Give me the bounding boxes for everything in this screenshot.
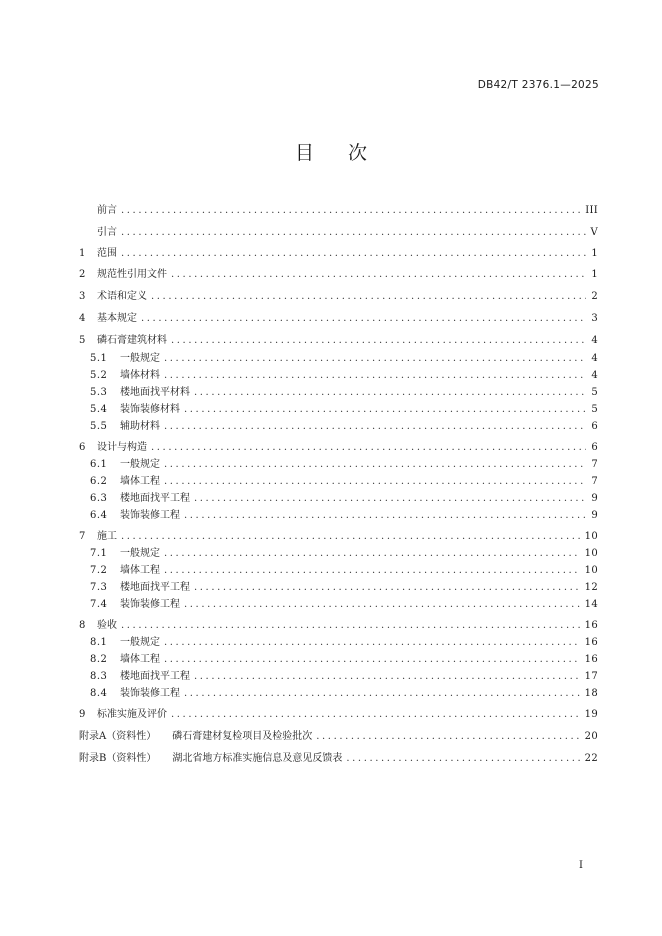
toc-entry-number: 5.2 [90,370,108,381]
toc-entry-label: 设计与构造 [97,442,147,453]
dot-leader [194,491,586,507]
toc-entry-number: 8 [79,620,86,631]
toc-subentry[interactable] [90,368,598,384]
toc-subentry[interactable] [90,597,598,613]
toc-entry-label: 装饰装修材料 [120,404,180,415]
toc-subentry[interactable] [90,580,598,596]
toc-subentry[interactable] [90,635,598,651]
toc-entry[interactable] [79,289,598,305]
toc-entry-page: 7 [591,476,598,487]
toc-entry[interactable] [79,729,598,745]
toc-subentry[interactable] [90,508,598,524]
dot-leader [346,751,580,767]
page-title: 目次 [294,142,401,164]
toc-entry-label: 引言 [97,227,117,238]
toc-entry-page: 1 [591,269,598,280]
toc-entry-label: 湖北省地方标准实施信息及意见反馈表 [172,753,343,764]
toc-entry[interactable] [79,618,598,634]
toc-entry-label: 装饰装修工程 [120,599,180,610]
toc-entry-page: 1 [591,248,598,259]
toc-entry[interactable] [79,707,598,723]
dot-leader [184,508,586,524]
toc-entry[interactable] [79,333,598,349]
dot-leader [121,618,581,634]
toc-entry-page: 18 [584,688,598,699]
toc-entry-label: 术语和定义 [97,291,147,302]
dot-leader [184,597,581,613]
toc-entry-number: 附录B（资料性） [79,753,157,764]
toc-entry-page: 7 [591,459,598,470]
toc-entry-number: 7.1 [90,548,108,559]
toc-subentry[interactable] [90,652,598,668]
dot-leader [164,457,586,473]
toc-entry-page: 16 [584,637,598,648]
toc-entry-number: 8.2 [90,654,108,665]
dot-leader [121,203,581,219]
toc-subentry[interactable] [90,546,598,562]
toc-entry-number: 5.3 [90,387,108,398]
toc-entry-page: 14 [584,599,598,610]
dot-leader [171,267,586,283]
toc-entry-number: 6 [79,442,86,453]
toc-entry-number: 7.3 [90,582,108,593]
toc-entry-label: 楼地面找平工程 [120,582,190,593]
toc-entry-number: 5.1 [90,353,108,364]
dot-leader [164,351,586,367]
toc-entry-number: 7 [79,531,86,542]
toc-entry-label: 墙体工程 [120,654,160,665]
dot-leader [184,686,581,702]
toc-entry-number: 5.5 [90,421,108,432]
dot-leader [164,368,586,384]
toc-entry[interactable] [79,203,598,219]
toc-entry[interactable] [79,751,598,767]
toc-entry-page: III [585,205,598,216]
toc-entry-number: 3 [79,291,86,302]
toc-entry-label: 规范性引用文件 [97,269,167,280]
toc-entry-label: 楼地面找平材料 [120,387,190,398]
toc-entry-number: 5 [79,335,86,346]
toc-entry-number: 1 [79,248,86,259]
toc-entry-page: 22 [584,753,598,764]
toc-entry-label: 一般规定 [120,637,160,648]
dot-leader [164,419,586,435]
toc-entry-page: 9 [591,510,598,521]
toc-entry-page: 12 [584,582,598,593]
toc-subentry[interactable] [90,402,598,418]
toc-entry-page: 10 [584,565,598,576]
dot-leader [151,440,586,456]
toc-entry[interactable] [79,440,598,456]
toc-entry-label: 一般规定 [120,548,160,559]
toc-entry-page: 4 [591,335,598,346]
dot-leader [184,402,586,418]
toc-entry-page: 4 [591,370,598,381]
dot-leader [171,333,586,349]
toc-entry-number: 6.3 [90,493,108,504]
toc-entry-label: 楼地面找平工程 [120,671,190,682]
toc-entry-number: 7.4 [90,599,108,610]
toc-entry-page: 16 [584,654,598,665]
document-code: DB42/T 2376.1—2025 [477,79,599,91]
toc-entry-label: 墙体工程 [120,476,160,487]
toc-entry-number: 4 [79,313,86,324]
toc-entry-label: 装饰装修工程 [120,510,180,521]
toc-entry-number: 8.3 [90,671,108,682]
dot-leader [164,563,581,579]
toc-entry-label: 楼地面找平工程 [120,493,190,504]
dot-leader [171,707,581,723]
toc-entry-label: 一般规定 [120,459,160,470]
dot-leader [141,311,586,327]
dot-leader [151,289,586,305]
toc-entry-label: 磷石膏建材复检项目及检验批次 [172,731,313,742]
toc-entry-label: 范围 [97,248,117,259]
toc-entry-label: 辅助材料 [120,421,160,432]
toc-entry-page: 19 [584,709,598,720]
toc-entry-number: 附录A（资料性） [79,731,157,742]
toc-entry-label: 墙体材料 [120,370,160,381]
dot-leader [194,580,581,596]
toc-entry-label: 墙体工程 [120,565,160,576]
toc-entry[interactable] [79,246,598,262]
toc-entry-label: 验收 [97,620,117,631]
toc-entry-page: 6 [591,421,598,432]
toc-entry[interactable] [79,225,598,241]
toc-entry-number: 9 [79,709,86,720]
toc-entry-number: 6.1 [90,459,108,470]
toc-entry-number: 7.2 [90,565,108,576]
dot-leader [121,246,586,262]
toc-entry-number: 8.4 [90,688,108,699]
toc-subentry[interactable] [90,686,598,702]
toc-entry-page: 3 [591,313,598,324]
toc-subentry[interactable] [90,351,598,367]
dot-leader [121,225,586,241]
toc-entry-label: 标准实施及评价 [97,709,167,720]
toc-entry-label: 磷石膏建筑材料 [97,335,167,346]
toc-entry[interactable] [79,267,598,283]
toc-entry-page: 20 [584,731,598,742]
toc-entry-page: 17 [584,671,598,682]
dot-leader [316,729,580,745]
dot-leader [164,474,586,490]
toc-subentry[interactable] [90,457,598,473]
toc-entry-page: V [590,227,598,238]
toc-entry-label: 施工 [97,531,117,542]
dot-leader [164,652,581,668]
toc-subentry[interactable] [90,491,598,507]
toc-entry-page: 5 [591,404,598,415]
dot-leader [164,546,581,562]
toc-entry-page: 4 [591,353,598,364]
dot-leader [121,529,581,545]
toc-entry-label: 前言 [97,205,117,216]
toc-entry-number: 8.1 [90,637,108,648]
toc-entry-number: 2 [79,269,86,280]
toc-subentry[interactable] [90,563,598,579]
toc-entry-number: 6.2 [90,476,108,487]
toc-subentry[interactable] [90,385,598,401]
toc-entry-page: 16 [584,620,598,631]
toc-entry-page: 5 [591,387,598,398]
toc-entry-label: 一般规定 [120,353,160,364]
toc-subentry[interactable] [90,474,598,490]
toc-entry-page: 2 [591,291,598,302]
toc-entry-page: 6 [591,442,598,453]
toc-entry-page: 9 [591,493,598,504]
dot-leader [194,669,581,685]
toc-subentry[interactable] [90,669,598,685]
toc-entry[interactable] [79,529,598,545]
toc-entry-label: 基本规定 [97,313,137,324]
toc-entry-number: 6.4 [90,510,108,521]
toc-entry-page: 10 [584,548,598,559]
dot-leader [194,385,586,401]
page-number: I [579,860,583,871]
toc-entry-page: 10 [584,531,598,542]
toc-entry[interactable] [79,311,598,327]
toc-entry-number: 5.4 [90,404,108,415]
dot-leader [164,635,581,651]
toc-subentry[interactable] [90,419,598,435]
toc-entry-label: 装饰装修工程 [120,688,180,699]
